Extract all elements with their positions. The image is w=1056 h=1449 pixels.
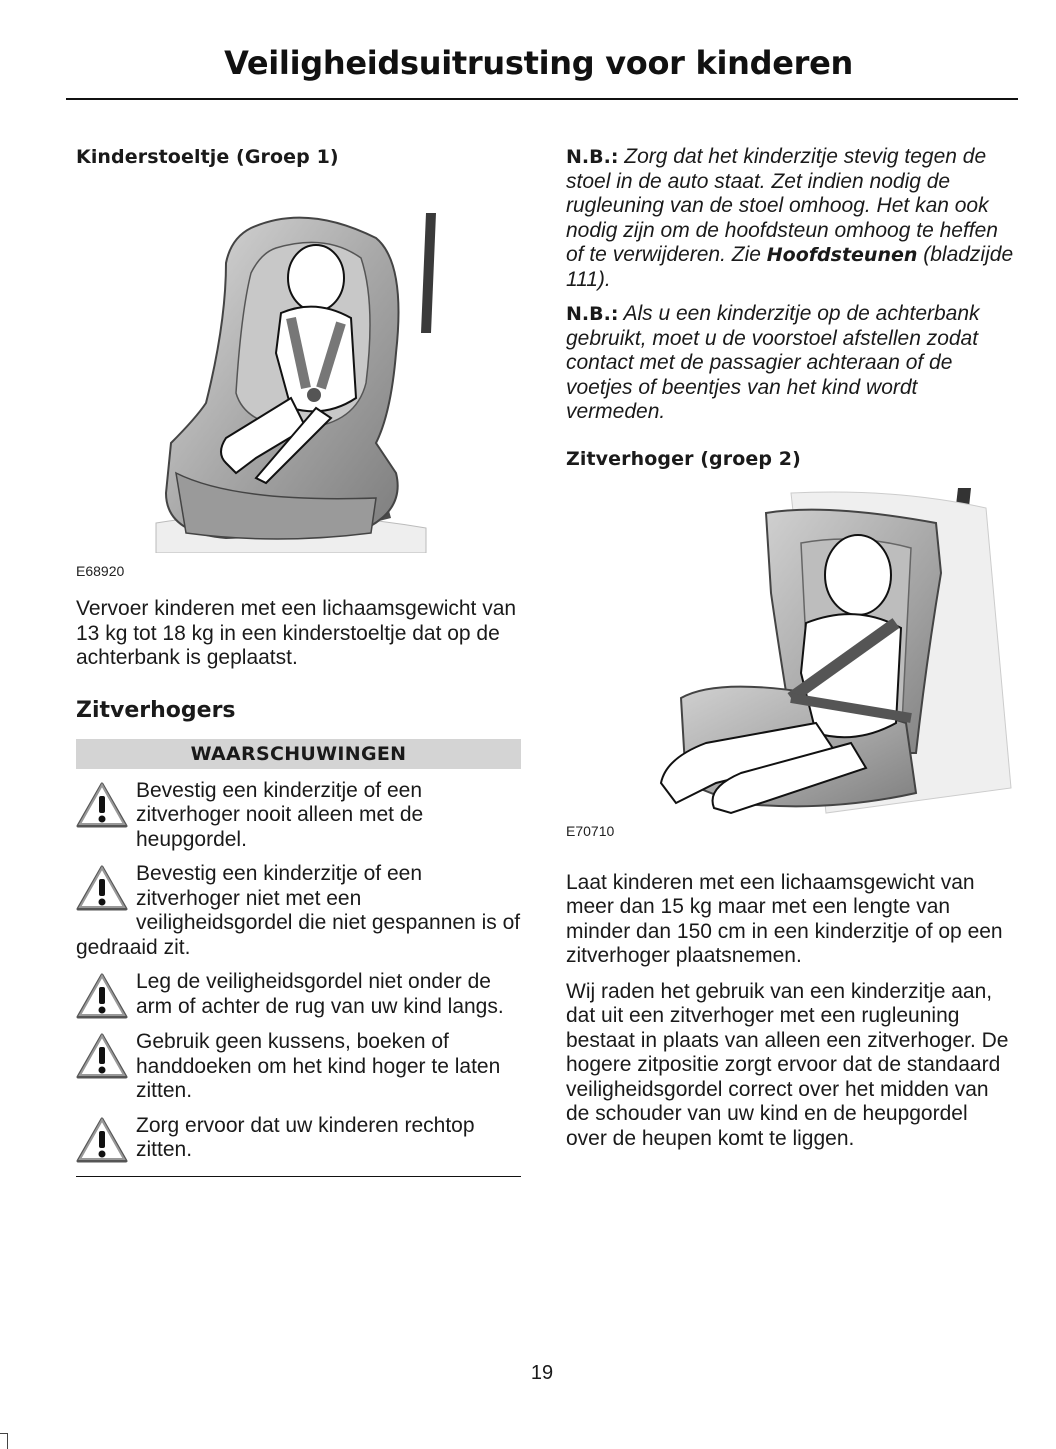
warning-triangle-icon bbox=[76, 972, 128, 1020]
warning-triangle-icon bbox=[76, 864, 128, 912]
warning-text: Bevestig een kinderzitje of een zitverhoger nooit alleen met de heupgordel. bbox=[136, 778, 424, 851]
figure-booster-seat bbox=[566, 483, 1014, 871]
warning-item bbox=[76, 970, 521, 1020]
note-text: Zorg dat het kinderzitje stevig tegen de stoel in de auto staat. Zet indien nodig de rugleuning van de stoel omhoog. Het kan ook nodig zijn om de hoofdsteun omhoog te heffen of te verwijderen. Zie bbox=[566, 145, 998, 266]
note-label: N.B.: bbox=[566, 303, 619, 325]
warnings-header: WAARSCHUWINGEN bbox=[76, 739, 521, 769]
page-title: Veiligheidsuitrusting voor kinderen bbox=[224, 44, 853, 82]
group2-paragraph-2: Wij raden het gebruik van een kinderzitje aan, dat uit een zitverhoger met een rugleuning bestaat in plaats van alleen een zitverhoger. De hogere zitpositie zorgt ervoor dat de standaard veiligheidsgordel correct over het midden van de schouder van uw kind en de heupgordel over de heupen komt te liggen. bbox=[566, 979, 1009, 1150]
group1-heading: Kinderstoeltje (Groep 1) bbox=[76, 146, 339, 168]
figure-code: E70710 bbox=[566, 822, 615, 839]
page-reference: (bladzijde 111). bbox=[566, 243, 1014, 291]
warning-text: Gebruik geen kussens, boeken of handdoeken om het kind hoger te laten zitten. bbox=[136, 1030, 501, 1102]
warning-item bbox=[76, 862, 521, 960]
boosters-heading: Zitverhogers bbox=[76, 697, 236, 723]
warning-item bbox=[76, 1114, 521, 1164]
headrests-reference-link[interactable]: Hoofdsteunen bbox=[766, 244, 918, 266]
group2-heading: Zitverhoger (groep 2) bbox=[566, 447, 801, 470]
title-divider bbox=[66, 98, 1018, 100]
figure-child-seat bbox=[76, 173, 521, 579]
warning-triangle-icon bbox=[76, 781, 128, 829]
warning-triangle-icon bbox=[76, 1032, 128, 1080]
warning-text: Bevestig een kinderzitje of een zitverhoger niet met een veiligheidsgordel die niet gespannen is of gedraaid zit. bbox=[76, 862, 521, 959]
warning-triangle-icon bbox=[76, 1116, 128, 1164]
note-label: N.B.: bbox=[566, 146, 619, 168]
group1-text: Vervoer kinderen met een lichaamsgewicht van 13 kg tot 18 kg in een kinderstoeltje dat op de achterbank is geplaatst. bbox=[76, 597, 517, 669]
left-column bbox=[76, 145, 521, 1177]
warning-item bbox=[76, 1030, 521, 1104]
warnings-end-rule bbox=[76, 1176, 521, 1178]
group2-paragraph-1: Laat kinderen met een lichaamsgewicht van meer dan 15 kg maar met een lengte van minder dan 150 cm in een kinderzitje of op een zitverhoger plaatsnemen. bbox=[566, 870, 1003, 967]
booster-seat-illustration bbox=[566, 483, 1014, 833]
right-column bbox=[566, 145, 1014, 1151]
warning-text: Leg de veiligheidsgordel niet onder de arm of achter de rug van uw kind langs. bbox=[136, 970, 504, 1018]
note-text: Als u een kinderzitje op de achterbank gebruikt, moet u de voorstoel afstellen zodat contact met de passagier achteraan of de voetjes of beentjes van het kind wordt vermeden. bbox=[566, 302, 980, 423]
note-1 bbox=[566, 145, 1014, 292]
warning-text: Zorg ervoor dat uw kinderen rechtop zitten. bbox=[136, 1113, 475, 1161]
figure-code: E68920 bbox=[76, 563, 125, 579]
warning-item bbox=[76, 779, 521, 853]
child-seat-illustration bbox=[76, 173, 521, 553]
crop-mark bbox=[0, 1433, 8, 1449]
page-number: 19 bbox=[530, 1362, 554, 1384]
note-2 bbox=[566, 302, 1014, 425]
